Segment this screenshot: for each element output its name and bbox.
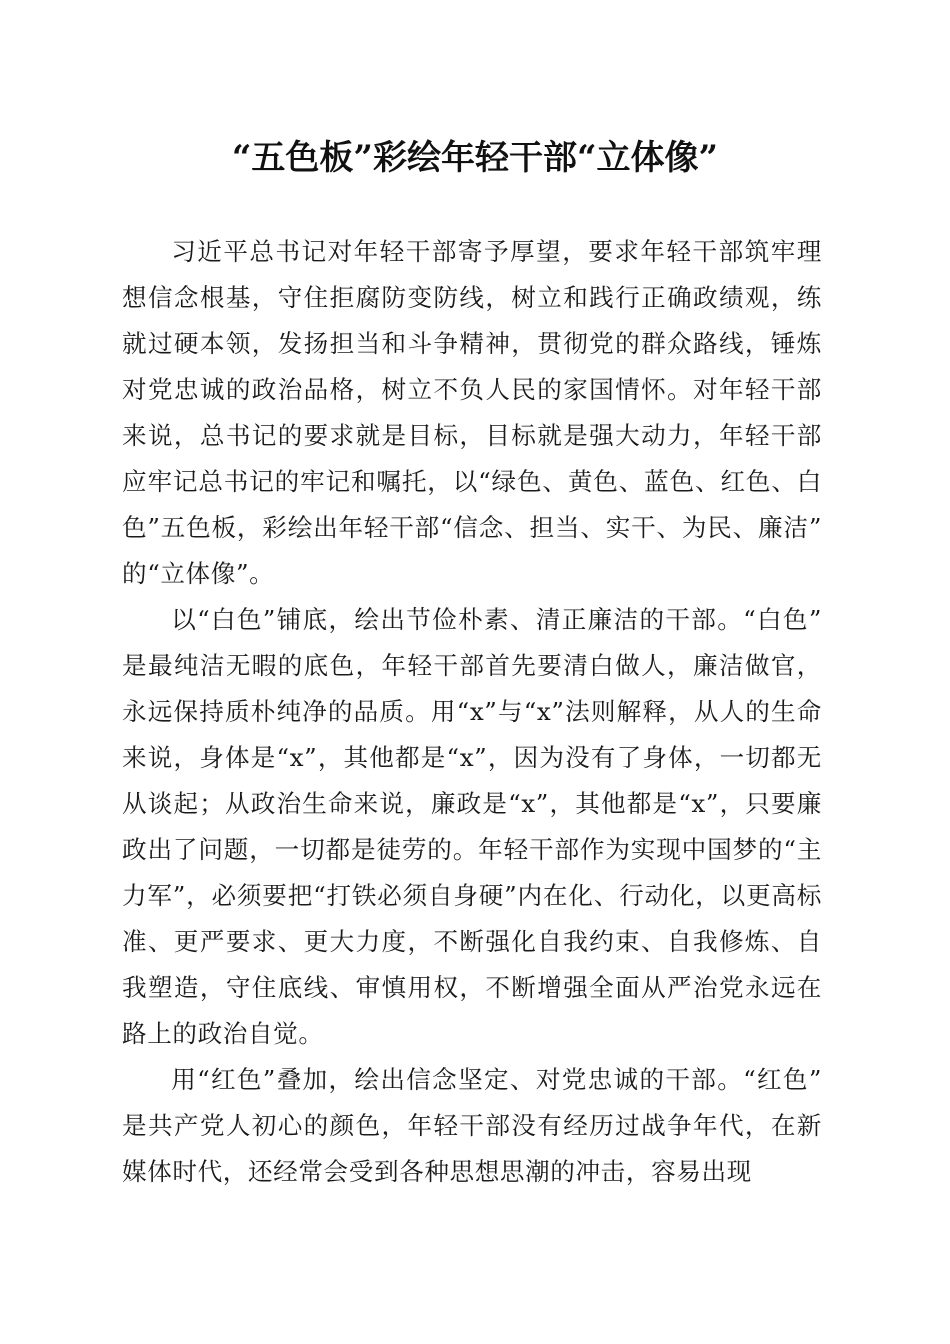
paragraph-red: 用“红色”叠加，绘出信念坚定、对党忠诚的干部。“红色”是共产党人初心的颜色，年轻干部没有经历过战争年代，在新媒体时代，还经常会受到各种思想思潮的冲击，容易出现 [122, 1065, 822, 1186]
paragraph-intro: 习近平总书记对年轻干部寄予厚望，要求年轻干部筑牢理想信念根基，守住拒腐防变防线，树立和践行正确政绩观，练就过硬本领，发扬担当和斗争精神，贯彻党的群众路线，锤炼对党忠诚的政治品格，树立不负人民的家国情怀。对年轻干部来说，总书记的要求就是目标，目标就是强大动力，年轻干部应牢记总书记的牢记和嘱托，以“绿色、黄色、蓝色、红色、白色”五色板，彩绘出年轻干部“信念、担当、实干、为民、廉洁”的“立体像”。 [122, 237, 822, 588]
document-body [122, 229, 822, 1195]
paragraph-white: 以“白色”铺底，绘出节俭朴素、清正廉洁的干部。“白色”是最纯洁无暇的底色，年轻干部首先要清白做人，廉洁做官，永远保持质朴纯净的品质。用“x”与“x”法则解释，从人的生命来说，身体是“x”，其他都是“x”，因为没有了身体，一切都无从谈起；从政治生命来说，廉政是“x”，其他都是“x”，只要廉政出了问题，一切都是徒劳的。年轻干部作为实现中国梦的“主力军”，必须要把“打铁必须自身硬”内在化、行动化，以更高标准、更严要求、更大力度，不断强化自我约束、自我修炼、自我塑造，守住底线、审慎用权，不断增强全面从严治党永远在路上的政治自觉。 [122, 605, 822, 1048]
document-title: “五色板”彩绘年轻干部“立体像” [231, 138, 719, 178]
